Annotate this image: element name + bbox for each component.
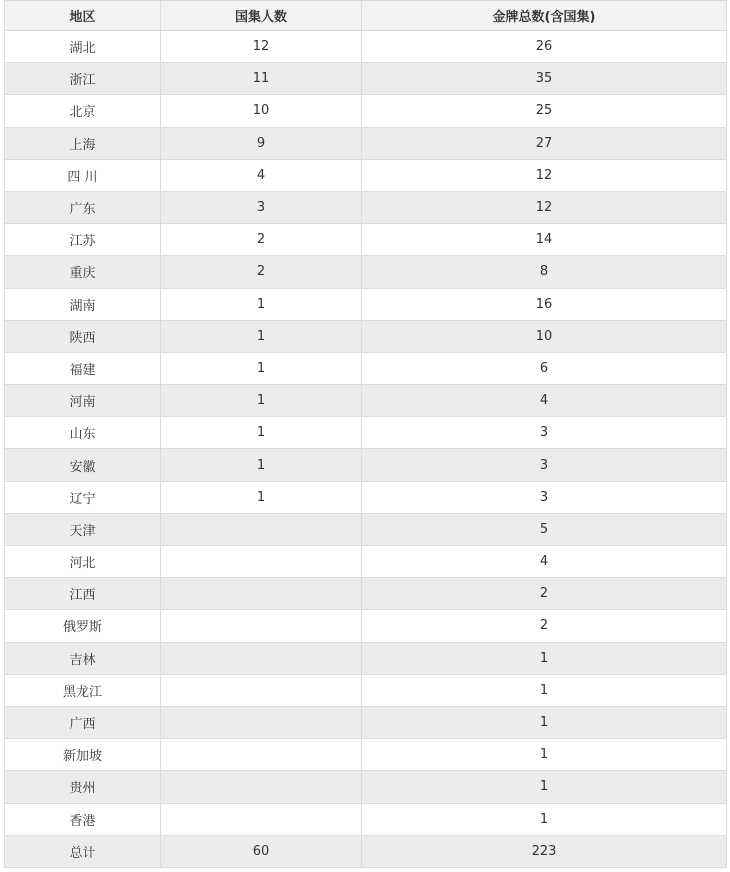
region-cell: 江苏 bbox=[5, 224, 161, 256]
gold-medal-total-cell: 35 bbox=[362, 63, 727, 95]
gold-medal-total-cell: 4 bbox=[362, 385, 727, 417]
national-team-count-cell: 2 bbox=[161, 224, 362, 256]
region-cell: 湖南 bbox=[5, 288, 161, 320]
national-team-count-cell: 1 bbox=[161, 481, 362, 513]
total-row bbox=[5, 835, 727, 867]
gold-medal-total-cell: 12 bbox=[362, 159, 727, 191]
gold-medal-total-cell: 4 bbox=[362, 546, 727, 578]
table-row bbox=[5, 385, 727, 417]
table-row bbox=[5, 513, 727, 545]
region-cell: 广东 bbox=[5, 191, 161, 223]
table-row bbox=[5, 417, 727, 449]
region-cell: 天津 bbox=[5, 513, 161, 545]
gold-medal-total-cell: 2 bbox=[362, 578, 727, 610]
national-team-count-cell bbox=[161, 642, 362, 674]
table-row bbox=[5, 288, 727, 320]
table-row bbox=[5, 191, 727, 223]
national-team-count-cell: 60 bbox=[161, 835, 362, 867]
gold-medal-total-cell: 1 bbox=[362, 674, 727, 706]
national-team-count-cell bbox=[161, 610, 362, 642]
region-cell: 江西 bbox=[5, 578, 161, 610]
table-row bbox=[5, 31, 727, 63]
table-row bbox=[5, 706, 727, 738]
table-row bbox=[5, 674, 727, 706]
region-cell: 重庆 bbox=[5, 256, 161, 288]
table-row bbox=[5, 256, 727, 288]
gold-medal-total-cell: 1 bbox=[362, 642, 727, 674]
national-team-count-cell: 1 bbox=[161, 449, 362, 481]
region-cell: 上海 bbox=[5, 127, 161, 159]
gold-medal-total-cell: 14 bbox=[362, 224, 727, 256]
national-team-count-cell bbox=[161, 674, 362, 706]
national-team-count-cell: 2 bbox=[161, 256, 362, 288]
national-team-count-cell bbox=[161, 546, 362, 578]
table-row bbox=[5, 224, 727, 256]
region-cell: 陕西 bbox=[5, 320, 161, 352]
gold-medal-total-cell: 25 bbox=[362, 95, 727, 127]
table-row bbox=[5, 803, 727, 835]
gold-medal-total-cell: 2 bbox=[362, 610, 727, 642]
region-cell: 四 川 bbox=[5, 159, 161, 191]
medal-table bbox=[4, 0, 727, 868]
gold-medal-total-cell: 223 bbox=[362, 835, 727, 867]
header-row bbox=[5, 1, 727, 31]
national-team-count-cell bbox=[161, 739, 362, 771]
region-cell: 河北 bbox=[5, 546, 161, 578]
table-body bbox=[5, 31, 727, 868]
region-cell: 总计 bbox=[5, 835, 161, 867]
national-team-count-cell: 9 bbox=[161, 127, 362, 159]
region-cell: 湖北 bbox=[5, 31, 161, 63]
column-header-region: 地区 bbox=[5, 1, 161, 31]
region-cell: 新加坡 bbox=[5, 739, 161, 771]
region-cell: 香港 bbox=[5, 803, 161, 835]
national-team-count-cell bbox=[161, 706, 362, 738]
national-team-count-cell: 4 bbox=[161, 159, 362, 191]
national-team-count-cell: 12 bbox=[161, 31, 362, 63]
table-row bbox=[5, 771, 727, 803]
table-row bbox=[5, 610, 727, 642]
table-row bbox=[5, 578, 727, 610]
national-team-count-cell bbox=[161, 578, 362, 610]
national-team-count-cell: 1 bbox=[161, 417, 362, 449]
region-cell: 贵州 bbox=[5, 771, 161, 803]
gold-medal-total-cell: 3 bbox=[362, 449, 727, 481]
gold-medal-total-cell: 8 bbox=[362, 256, 727, 288]
gold-medal-total-cell: 3 bbox=[362, 481, 727, 513]
column-header-gold-medal-total: 金牌总数(含国集) bbox=[362, 1, 727, 31]
region-cell: 福建 bbox=[5, 352, 161, 384]
table-row bbox=[5, 95, 727, 127]
gold-medal-total-cell: 3 bbox=[362, 417, 727, 449]
gold-medal-total-cell: 26 bbox=[362, 31, 727, 63]
column-header-national-team-count: 国集人数 bbox=[161, 1, 362, 31]
gold-medal-total-cell: 16 bbox=[362, 288, 727, 320]
table-row bbox=[5, 449, 727, 481]
table-row bbox=[5, 63, 727, 95]
region-cell: 安徽 bbox=[5, 449, 161, 481]
region-cell: 俄罗斯 bbox=[5, 610, 161, 642]
region-cell: 浙江 bbox=[5, 63, 161, 95]
gold-medal-total-cell: 5 bbox=[362, 513, 727, 545]
gold-medal-total-cell: 10 bbox=[362, 320, 727, 352]
gold-medal-total-cell: 27 bbox=[362, 127, 727, 159]
gold-medal-total-cell: 1 bbox=[362, 803, 727, 835]
gold-medal-total-cell: 1 bbox=[362, 739, 727, 771]
region-cell: 吉林 bbox=[5, 642, 161, 674]
national-team-count-cell: 1 bbox=[161, 352, 362, 384]
table-row bbox=[5, 127, 727, 159]
national-team-count-cell bbox=[161, 771, 362, 803]
national-team-count-cell: 11 bbox=[161, 63, 362, 95]
national-team-count-cell bbox=[161, 803, 362, 835]
gold-medal-total-cell: 12 bbox=[362, 191, 727, 223]
table-row bbox=[5, 481, 727, 513]
national-team-count-cell: 1 bbox=[161, 288, 362, 320]
region-cell: 广西 bbox=[5, 706, 161, 738]
table-row bbox=[5, 546, 727, 578]
region-cell: 河南 bbox=[5, 385, 161, 417]
national-team-count-cell: 1 bbox=[161, 320, 362, 352]
national-team-count-cell: 10 bbox=[161, 95, 362, 127]
national-team-count-cell: 1 bbox=[161, 385, 362, 417]
region-cell: 北京 bbox=[5, 95, 161, 127]
national-team-count-cell bbox=[161, 513, 362, 545]
gold-medal-total-cell: 1 bbox=[362, 706, 727, 738]
table-row bbox=[5, 352, 727, 384]
gold-medal-total-cell: 1 bbox=[362, 771, 727, 803]
gold-medal-total-cell: 6 bbox=[362, 352, 727, 384]
region-cell: 山东 bbox=[5, 417, 161, 449]
region-cell: 辽宁 bbox=[5, 481, 161, 513]
table-row bbox=[5, 642, 727, 674]
national-team-count-cell: 3 bbox=[161, 191, 362, 223]
table-row bbox=[5, 159, 727, 191]
region-cell: 黑龙江 bbox=[5, 674, 161, 706]
table-row bbox=[5, 739, 727, 771]
table-header bbox=[5, 1, 727, 31]
table-row bbox=[5, 320, 727, 352]
